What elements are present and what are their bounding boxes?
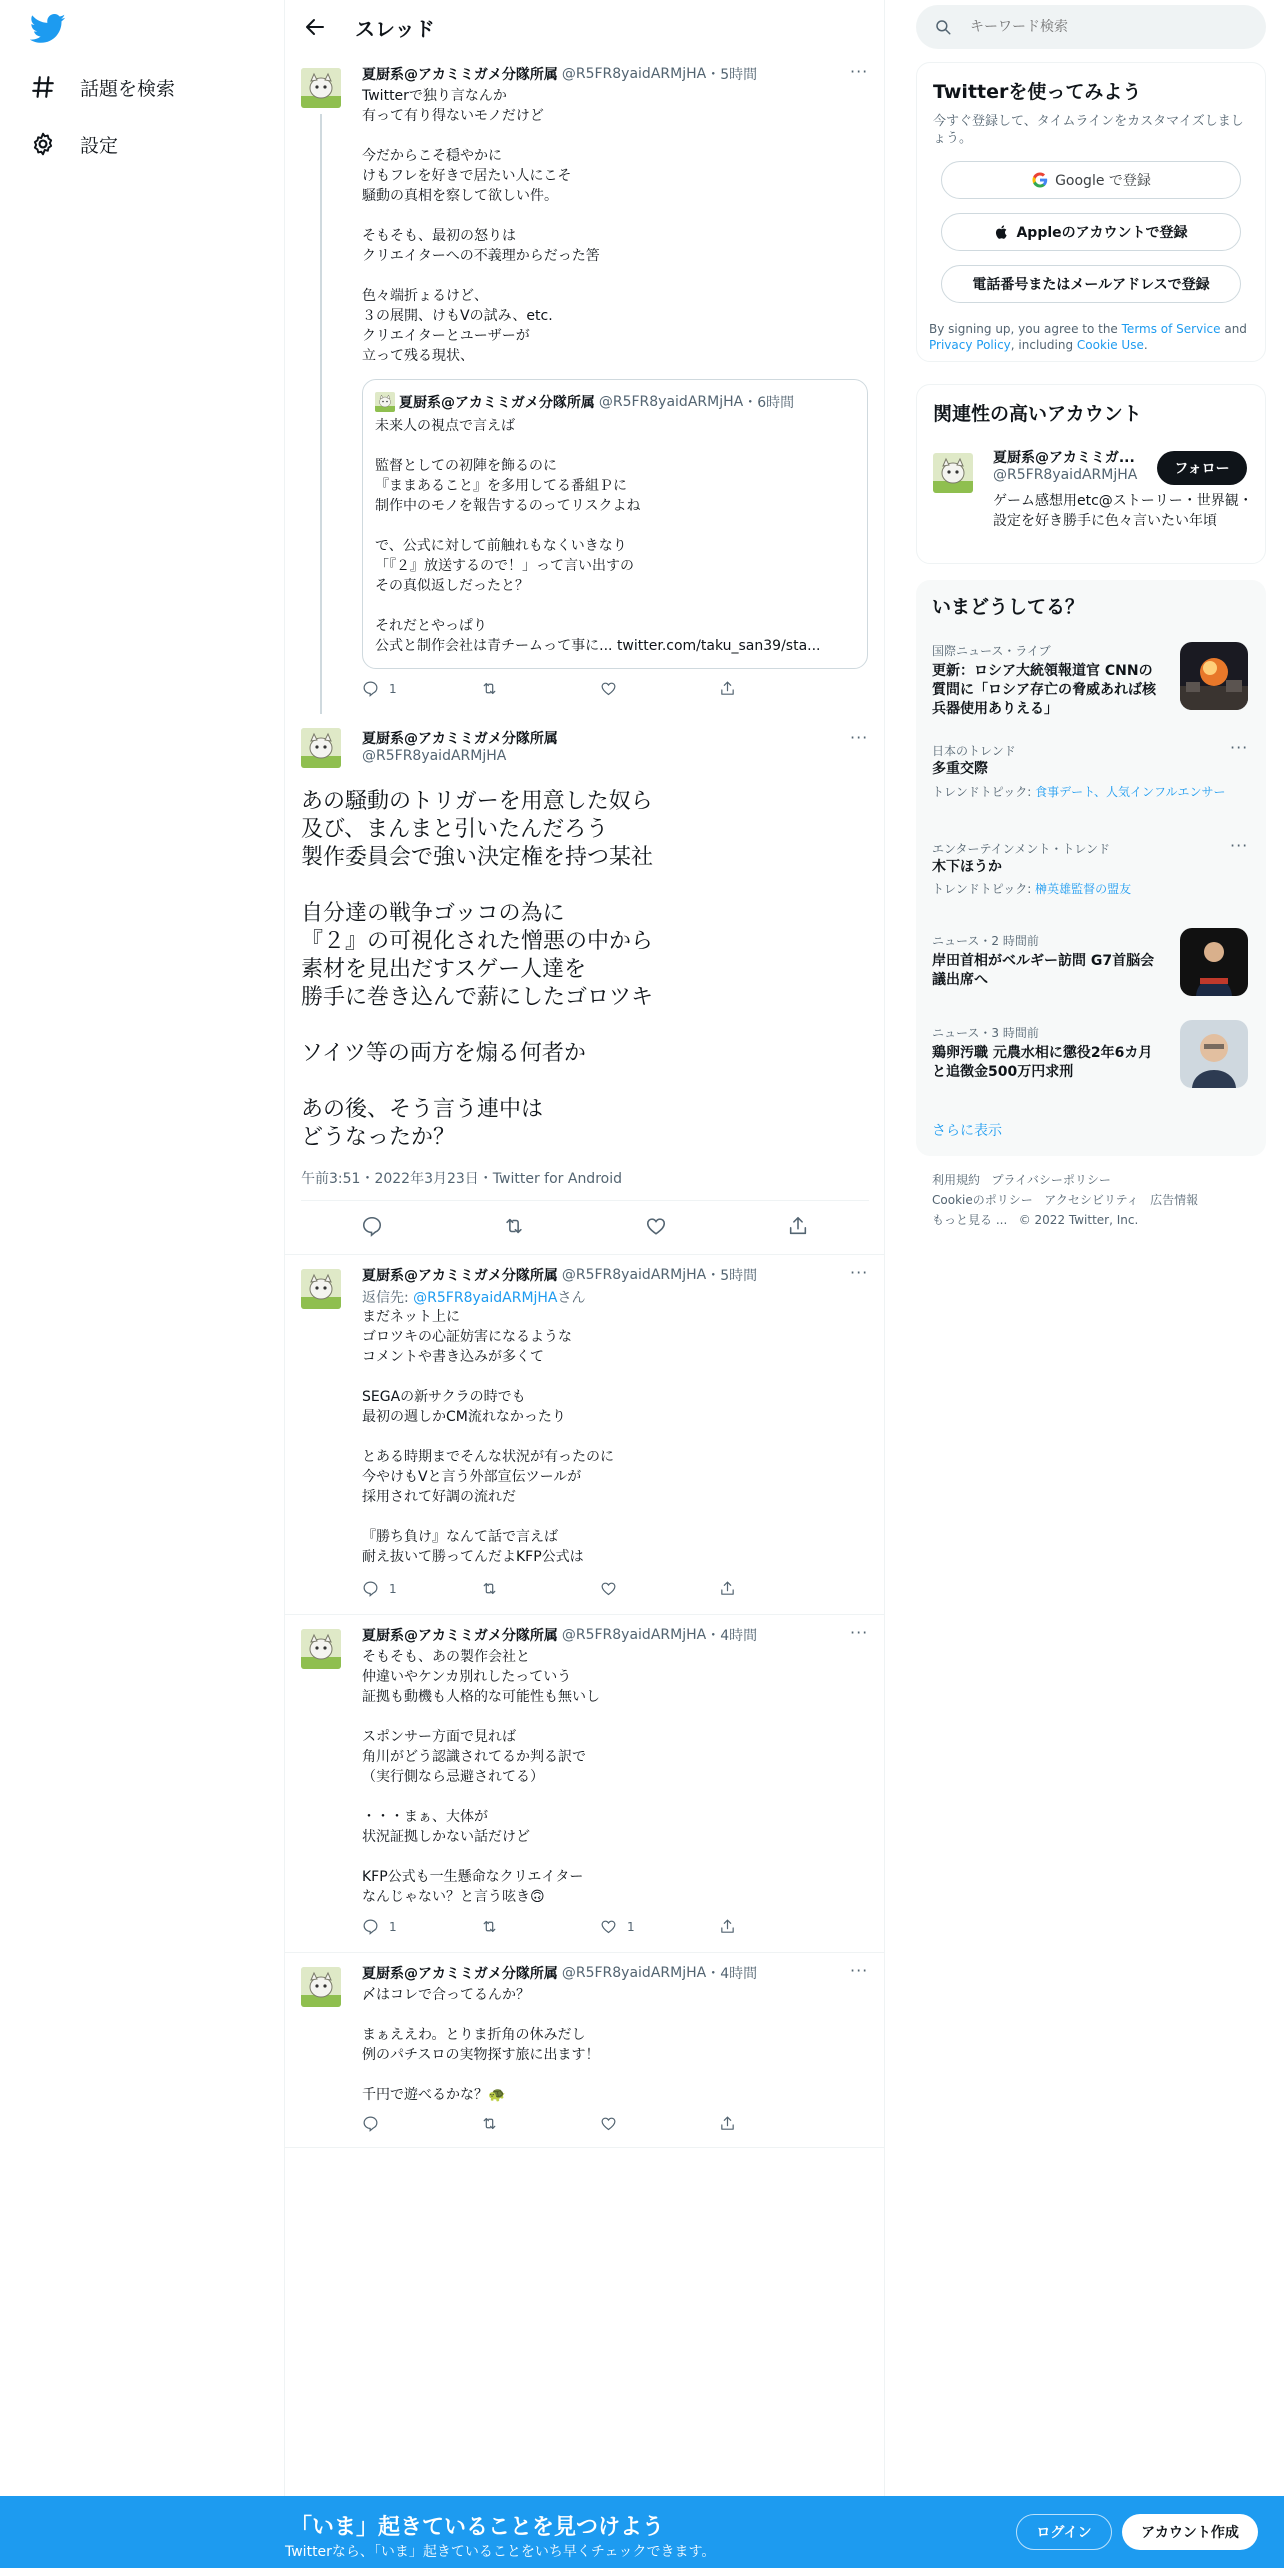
footer-more-link[interactable]: もっと見る ... bbox=[932, 1213, 1008, 1227]
footer-cookie-link[interactable]: Cookieのポリシー bbox=[932, 1193, 1033, 1207]
reply-count: 1 bbox=[389, 1919, 397, 1934]
signup-card bbox=[916, 62, 1266, 362]
footer-copyright: © 2022 Twitter, Inc. bbox=[1018, 1213, 1139, 1227]
phone-email-signup-button[interactable] bbox=[941, 265, 1241, 303]
trend-item[interactable] bbox=[916, 928, 1266, 1008]
signup-card-title: Twitterを使ってみよう bbox=[933, 81, 1142, 103]
trend-item[interactable] bbox=[916, 836, 1266, 906]
trend-topic-prefix: トレンドトピック: bbox=[932, 785, 1036, 799]
reply-icon bbox=[362, 2115, 379, 2132]
quoted-author-name: 夏厨系@アカミミガメ分隊所属 bbox=[399, 395, 595, 411]
login-button[interactable]: ログイン bbox=[1016, 2514, 1112, 2550]
heart-icon[interactable] bbox=[645, 1215, 667, 1237]
trend-title: 多重交際 bbox=[932, 761, 988, 777]
tweet-main bbox=[285, 714, 885, 1254]
reply-icon bbox=[362, 1580, 379, 1597]
reply-icon bbox=[362, 680, 379, 697]
reply-button[interactable] bbox=[362, 1918, 481, 1935]
heart-icon bbox=[600, 1580, 617, 1597]
tweet-reply[interactable] bbox=[285, 1255, 885, 1614]
nav-settings[interactable] bbox=[30, 122, 118, 166]
gear-icon bbox=[30, 131, 56, 157]
trend-title: 更新：ロシア大統領報道官 CNNの質問に「ロシア存亡の脅威あれば核兵器使用ありえる」 bbox=[932, 663, 1156, 717]
trend-topic bbox=[932, 784, 1252, 800]
more-options-icon[interactable]: ··· bbox=[850, 1961, 869, 1980]
signup-card-subtitle: 今すぐ登録して、タイムラインをカスタマイズしましょう。 bbox=[933, 114, 1244, 146]
author-handle[interactable]: @R5FR8yaidARMjHA bbox=[362, 748, 507, 764]
terms-link[interactable]: Terms of Service bbox=[1121, 322, 1221, 336]
tweet-reply[interactable] bbox=[285, 1953, 885, 2147]
share-icon bbox=[719, 2115, 736, 2132]
more-options-icon[interactable]: ··· bbox=[850, 1263, 869, 1282]
footer-accessibility-link[interactable]: アクセシビリティ bbox=[1044, 1193, 1139, 1207]
legal-text-2: and bbox=[1220, 322, 1247, 336]
related-account-handle[interactable]: @R5FR8yaidARMjHA bbox=[993, 467, 1138, 483]
replying-to-handle[interactable]: @R5FR8yaidARMjHA bbox=[413, 1290, 558, 1306]
tweet-actions bbox=[301, 1204, 869, 1248]
avatar[interactable] bbox=[933, 453, 973, 493]
share-button[interactable] bbox=[719, 1580, 838, 1597]
login-prompt-bar bbox=[0, 2496, 1284, 2568]
tweet-text: 〆はコレで合ってるんか？ まぁええわ。とりま折角の休みだし 例のパチスロの実物探す旅に出ます！ 千円で遊べるかな？🐢 bbox=[362, 1987, 600, 2103]
tweet-reply[interactable] bbox=[285, 1615, 885, 1952]
reply-icon bbox=[362, 1918, 379, 1935]
legal-text-1: By signing up, you agree to the bbox=[929, 322, 1122, 336]
tweet-actions bbox=[362, 1918, 838, 1935]
signup-legal-text bbox=[929, 321, 1259, 353]
trend-more-icon[interactable]: ··· bbox=[1230, 836, 1249, 855]
share-button[interactable] bbox=[719, 1918, 838, 1935]
thread-header bbox=[285, 0, 885, 54]
search-input[interactable] bbox=[970, 19, 1250, 35]
nav-settings-label: 設定 bbox=[80, 134, 119, 157]
tweet-time[interactable]: ・4時間 bbox=[706, 1628, 758, 1644]
trend-title: 鶏卵汚職 元農水相に懲役2年6カ月と追徴金500万円求刑 bbox=[932, 1045, 1153, 1080]
tweet-text: まだネット上に ゴロツキの心証妨害になるような コメントや書き込みが多くて SEGAの新サクラの時でも 最初の週しかCM流れなかったり とある時期までそんな状況が有ったのに 今やけもVと言う外部宣伝ツールが 採用されて好調の流れだ 『勝ち負け』なんて話で言えば 耐え抜いて勝ってんだよKFP公式は bbox=[362, 1309, 614, 1565]
trend-topic bbox=[932, 880, 1131, 897]
trend-item[interactable] bbox=[916, 738, 1266, 826]
share-icon bbox=[719, 1918, 736, 1935]
trend-topic-prefix: トレンドトピック: bbox=[932, 882, 1036, 896]
trend-meta: 日本のトレンド bbox=[932, 744, 1016, 758]
more-options-icon[interactable]: ··· bbox=[850, 62, 869, 81]
legal-text-3: , including bbox=[1010, 338, 1077, 352]
author-name[interactable]: 夏厨系@アカミミガメ分隊所属 bbox=[362, 1966, 558, 1982]
follow-button[interactable]: フォロー bbox=[1157, 451, 1247, 485]
apple-signup-label: Appleのアカウントで登録 bbox=[1016, 225, 1188, 241]
like-button[interactable] bbox=[600, 680, 719, 697]
tweet-text: Twitterで独り言なんか 有って有り得ないモノだけど 今だからこそ穏やかに けもフレを好きで居たい人にこそ 騒動の真相を察して欲しい件。 そもそも、最初の怒りは クリエイターへの不義理からだった筈 色々端折ょるけど、 ３の展開、けもVの試み、etc. クリエイターとユーザーが 立って残る現状、 bbox=[362, 88, 600, 364]
share-button[interactable] bbox=[719, 680, 838, 697]
trend-title: 木下ほうか bbox=[932, 859, 1002, 875]
more-options-icon[interactable]: ··· bbox=[850, 728, 869, 747]
tweet-actions bbox=[362, 1580, 838, 1597]
related-account-bio: ゲーム感想用etc@ストーリー・世界観・設定を好き勝手に色々言いたい年頃 bbox=[993, 493, 1253, 529]
trend-more-icon[interactable]: ··· bbox=[1230, 738, 1249, 757]
reply-icon[interactable] bbox=[361, 1215, 383, 1237]
replying-to bbox=[362, 1287, 586, 1307]
avatar[interactable] bbox=[301, 728, 341, 768]
footer-terms-link[interactable]: 利用規約 bbox=[932, 1173, 981, 1187]
apple-signup-button[interactable] bbox=[941, 213, 1241, 251]
apple-icon bbox=[994, 223, 1010, 241]
footer-ads-link[interactable]: 広告情報 bbox=[1150, 1193, 1199, 1207]
reply-count: 1 bbox=[389, 681, 397, 696]
quoted-tweet-text: 未来人の視点で言えば 監督としての初陣を飾るのに 『ままあること』を多用してる番組Ｐに 制作中のモノを報告するのってリスクよね で、公式に対して前触れもなくいきなり 「『２』放送するので！」って言い出すの その真似返しだったと？ それだとやっぱり 公式と制作会社は青チームって事に... twitter.com/taku_san39/sta... bbox=[375, 418, 821, 654]
trend-image bbox=[1180, 1020, 1248, 1088]
search-icon bbox=[934, 18, 952, 36]
avatar[interactable] bbox=[301, 1269, 341, 1309]
login-prompt-headline: 「いま」起きていることを見つけよう bbox=[290, 2515, 665, 2540]
related-account-name[interactable]: 夏厨系@アカミミガ... bbox=[993, 450, 1135, 466]
tweet-time[interactable]: ・5時間 bbox=[706, 1268, 758, 1284]
related-accounts-card bbox=[916, 384, 1266, 564]
tweet-previous[interactable] bbox=[285, 54, 885, 714]
more-options-icon[interactable]: ··· bbox=[850, 1623, 869, 1642]
author-name[interactable]: 夏厨系@アカミミガメ分隊所属 bbox=[362, 67, 558, 83]
divider bbox=[285, 2147, 885, 2148]
footer-privacy-link[interactable]: プライバシーポリシー bbox=[991, 1173, 1111, 1187]
author-name[interactable]: 夏厨系@アカミミガメ分隊所属 bbox=[362, 731, 558, 747]
like-button[interactable] bbox=[600, 1918, 719, 1935]
retweet-icon bbox=[481, 1580, 498, 1597]
login-prompt-subtext: Twitterなら、「いま」起きていることをいち早くチェックできます。 bbox=[285, 2544, 716, 2560]
avatar[interactable] bbox=[301, 1967, 341, 2007]
retweet-icon[interactable] bbox=[503, 1215, 525, 1237]
reply-button[interactable] bbox=[362, 680, 481, 697]
trend-image bbox=[1180, 928, 1248, 996]
trend-item[interactable] bbox=[916, 1020, 1266, 1100]
heart-icon bbox=[600, 680, 617, 697]
trend-image bbox=[1180, 642, 1248, 710]
author-handle[interactable]: @R5FR8yaidARMjHA bbox=[561, 66, 707, 82]
phone-email-signup-label: 電話番号またはメールアドレスで登録 bbox=[972, 277, 1210, 293]
retweet-icon bbox=[481, 680, 498, 697]
author-handle[interactable]: @R5FR8yaidARMjHA bbox=[561, 1267, 707, 1283]
replying-to-prefix: 返信先: bbox=[362, 1290, 414, 1306]
thread-connector bbox=[320, 114, 322, 714]
reply-button[interactable] bbox=[362, 1580, 481, 1597]
retweet-button[interactable] bbox=[481, 1580, 600, 1597]
share-icon bbox=[719, 680, 736, 697]
like-button[interactable] bbox=[600, 1580, 719, 1597]
author-name[interactable]: 夏厨系@アカミミガメ分隊所属 bbox=[362, 1268, 558, 1284]
share-icon[interactable] bbox=[787, 1215, 809, 1237]
tweet-timestamp[interactable]: 午前3:51・2022年3月23日・Twitter for Android bbox=[301, 1171, 622, 1187]
reply-count: 1 bbox=[389, 1581, 397, 1596]
quoted-tweet-time: ・6時間 bbox=[743, 395, 795, 411]
back-arrow-icon[interactable] bbox=[303, 15, 327, 39]
like-button[interactable] bbox=[600, 2115, 719, 2132]
trend-title: 岸田首相がベルギー訪問 G7首脳会議出席へ bbox=[932, 953, 1155, 988]
related-title: 関連性の高いアカウント bbox=[933, 403, 1142, 425]
nav-explore-label: 話題を検索 bbox=[80, 77, 176, 100]
footer-links bbox=[932, 1170, 1262, 1230]
quoted-author-handle: @R5FR8yaidARMjHA bbox=[598, 394, 744, 410]
retweet-button[interactable] bbox=[481, 2115, 600, 2132]
trends-title: いまどうしてる？ bbox=[932, 596, 1085, 618]
retweet-button[interactable] bbox=[481, 1918, 600, 1935]
retweet-icon bbox=[481, 1918, 498, 1935]
hashtag-icon bbox=[30, 74, 56, 100]
show-more-link[interactable]: さらに表示 bbox=[932, 1123, 1002, 1139]
legal-text-4: . bbox=[1143, 338, 1148, 352]
trend-topic-link[interactable]: 榊英雄監督の盟友 bbox=[1035, 882, 1132, 896]
nav-explore[interactable] bbox=[30, 65, 175, 109]
trends-card bbox=[916, 580, 1266, 1156]
thread-column bbox=[284, 0, 885, 2568]
tweet-text: そもそも、あの製作会社と 仲違いやケンカ別れしたっていう 証拠も動機も人格的な可能性も無いし スポンサー方面で見れば 角川がどう認識されてるか判る訳で （実行側なら忌避されてる） ・・・まぁ、大体が 状況証拠しかない話だけど KFP公式も一生懸命なクリエイター なんじゃない？と言う呟き🙃 bbox=[362, 1649, 600, 1905]
trend-topic-link[interactable]: 食事デート、人気インフルエンサー bbox=[1035, 785, 1226, 799]
google-signup-button[interactable] bbox=[941, 161, 1241, 199]
quoted-tweet[interactable] bbox=[362, 379, 868, 669]
tweet-time[interactable]: ・4時間 bbox=[706, 1966, 758, 1982]
privacy-link[interactable]: Privacy Policy bbox=[929, 338, 1011, 352]
trend-meta: 国際ニュース・ライブ bbox=[932, 644, 1051, 658]
share-button[interactable] bbox=[719, 2115, 838, 2132]
trend-meta: ニュース・3 時間前 bbox=[932, 1026, 1039, 1040]
reply-button[interactable] bbox=[362, 2115, 481, 2132]
author-name[interactable]: 夏厨系@アカミミガメ分隊所属 bbox=[362, 1628, 558, 1644]
cookie-link[interactable]: Cookie Use bbox=[1076, 338, 1144, 352]
heart-icon bbox=[600, 2115, 617, 2132]
page-title: スレッド bbox=[355, 16, 435, 41]
tweet-time[interactable]: ・5時間 bbox=[706, 67, 758, 83]
google-signup-label: Google で登録 bbox=[1055, 173, 1151, 189]
retweet-icon bbox=[481, 2115, 498, 2132]
author-handle[interactable]: @R5FR8yaidARMjHA bbox=[561, 1627, 707, 1643]
like-count: 1 bbox=[627, 1919, 635, 1934]
author-handle[interactable]: @R5FR8yaidARMjHA bbox=[561, 1965, 707, 1981]
replying-to-suffix: さん bbox=[557, 1290, 586, 1306]
trend-meta: ニュース・2 時間前 bbox=[932, 934, 1039, 948]
trend-item[interactable] bbox=[916, 636, 1266, 728]
search-box[interactable] bbox=[916, 5, 1266, 49]
share-icon bbox=[719, 1580, 736, 1597]
trend-meta: エンターテインメント・トレンド bbox=[932, 842, 1111, 856]
avatar[interactable] bbox=[301, 68, 341, 108]
heart-icon bbox=[600, 1918, 617, 1935]
twitter-logo-icon[interactable] bbox=[30, 14, 66, 44]
tweet-actions bbox=[362, 680, 838, 697]
divider bbox=[301, 1200, 869, 1201]
quoted-avatar bbox=[375, 392, 395, 412]
retweet-button[interactable] bbox=[481, 680, 600, 697]
avatar[interactable] bbox=[301, 1629, 341, 1669]
google-icon bbox=[1031, 171, 1049, 189]
tweet-actions bbox=[362, 2115, 838, 2132]
signup-button[interactable]: アカウント作成 bbox=[1122, 2514, 1258, 2550]
tweet-text: あの騒動のトリガーを用意した奴ら 及び、まんまと引いたんだろう 製作委員会で強い決定権を持つ某社 自分達の戦争ゴッコの為に 『２』の可視化された憎悪の中から 素材を見出だすスゲー人達を 勝手に巻き込んで薪にしたゴロツキ ソイツ等の両方を煽る何者か あの後、そう言う連中は どうなったか？ bbox=[301, 789, 654, 1150]
